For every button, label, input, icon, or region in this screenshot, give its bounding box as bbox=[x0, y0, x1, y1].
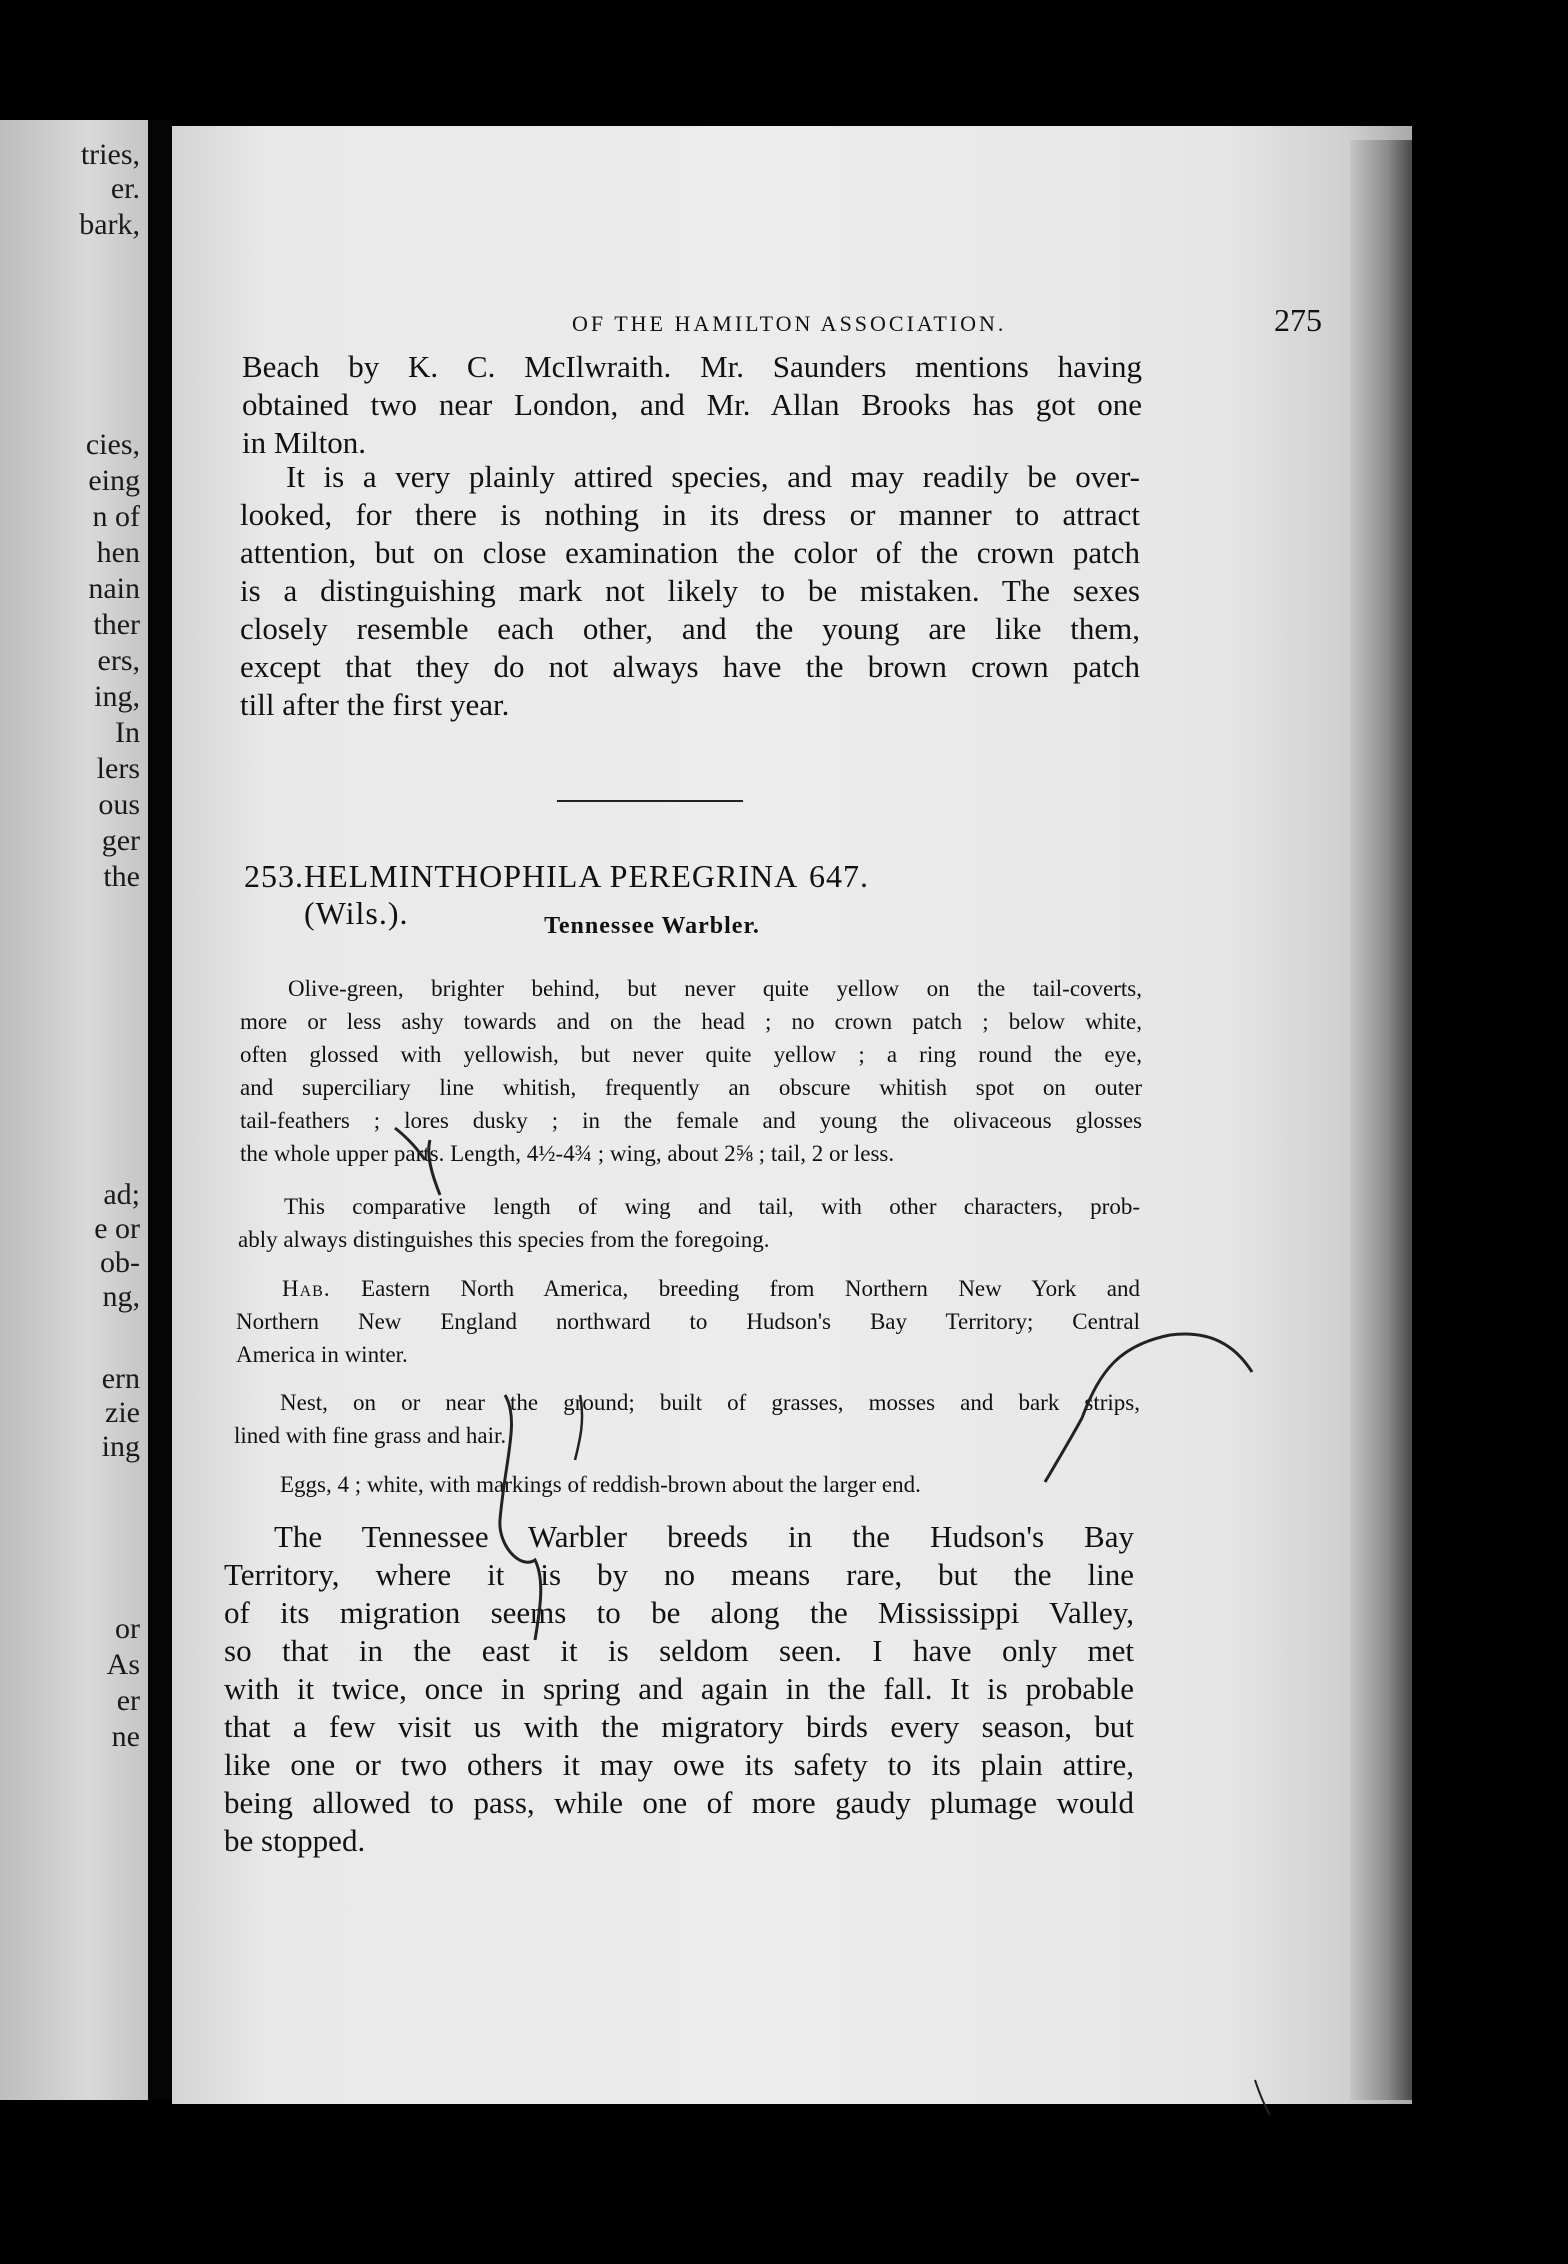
text-line: is a distinguishing mark not likely to be mistaken. The sexes bbox=[240, 573, 1140, 608]
text-line: being allowed to pass, while one of more gaudy plumage would bbox=[224, 1785, 1134, 1820]
left-page-fragment: the bbox=[103, 860, 140, 893]
left-page-fragment: ing, bbox=[94, 680, 140, 713]
text-line: This comparative length of wing and tail, with other characters, prob- bbox=[284, 1194, 1140, 1219]
species-common-name: Tennessee Warbler. bbox=[544, 913, 760, 939]
left-page-edge bbox=[0, 120, 148, 2100]
left-page-fragment: er. bbox=[110, 172, 140, 205]
left-page-fragment: tries, bbox=[80, 138, 140, 171]
habitat-label: Hab. bbox=[282, 1276, 331, 1301]
left-page-fragment: bark, bbox=[79, 208, 140, 241]
left-page-fragment: lers bbox=[96, 752, 140, 785]
text-line bbox=[236, 1272, 1140, 1305]
left-page-fragment: ger bbox=[101, 824, 140, 857]
left-page-fragment: ne bbox=[111, 1720, 140, 1753]
text-line: lined with fine grass and hair. bbox=[234, 1423, 507, 1448]
text-line: It is a very plainly attired species, and may readily be over- bbox=[286, 459, 1140, 494]
running-head bbox=[472, 302, 1322, 339]
left-page-fragment: ers, bbox=[97, 644, 140, 677]
left-page-fragment: ng, bbox=[102, 1280, 140, 1313]
running-head-title: OF THE HAMILTON ASSOCIATION. bbox=[572, 311, 1007, 336]
species-number: 253. bbox=[244, 858, 304, 894]
text-line: more or less ashy towards and on the head ; no crown patch ; below white, bbox=[240, 1009, 1142, 1034]
left-page-fragment: cies, bbox=[85, 428, 140, 461]
description-paragraph bbox=[240, 972, 1142, 1170]
left-page-fragment: As bbox=[106, 1648, 140, 1681]
left-page-fragment: n of bbox=[92, 500, 140, 533]
text-line: America in winter. bbox=[236, 1342, 408, 1367]
left-page-fragment: ther bbox=[93, 608, 140, 641]
text-line: like one or two others it may owe its safety to its plain attire, bbox=[224, 1747, 1134, 1782]
comparative-paragraph bbox=[238, 1190, 1140, 1256]
habitat-paragraph bbox=[236, 1272, 1140, 1371]
text-line: so that in the east it is seldom seen. I have only met bbox=[224, 1633, 1134, 1668]
habitat-text: Eastern North America, breeding from Northern New York and bbox=[361, 1276, 1141, 1301]
left-page-fragment: e or bbox=[94, 1212, 140, 1245]
left-page-fragment: zie bbox=[105, 1396, 140, 1429]
text-line: with it twice, once in spring and again in the fall. It is probable bbox=[224, 1671, 1134, 1706]
book-gutter bbox=[148, 120, 172, 2100]
text-line: Nest, on or near the ground; built of grasses, mosses and bark strips, bbox=[280, 1390, 1140, 1415]
text-line: in Milton. bbox=[242, 425, 367, 460]
text-line: be stopped. bbox=[224, 1823, 366, 1858]
section-divider bbox=[557, 800, 743, 802]
text-line: Territory, where it is by no means rare, but the line bbox=[224, 1557, 1134, 1592]
text-line: Olive-green, brighter behind, but never quite yellow on the tail-coverts, bbox=[288, 976, 1142, 1001]
left-page-fragment: or bbox=[115, 1612, 140, 1645]
closing-paragraph bbox=[224, 1518, 1134, 1860]
left-page-fragment: hen bbox=[96, 536, 140, 569]
text-line: except that they do not always have the brown crown patch bbox=[240, 649, 1140, 684]
text-line: Northern New England northward to Hudson's Bay Territory; Central bbox=[236, 1309, 1140, 1334]
text-line: obtained two near London, and Mr. Allan Brooks has got one bbox=[242, 387, 1142, 422]
plumage-paragraph bbox=[240, 458, 1140, 724]
left-page-fragment: eing bbox=[88, 464, 140, 497]
left-page-fragment: ern bbox=[101, 1362, 140, 1395]
nest-paragraph bbox=[234, 1386, 1140, 1452]
book-page bbox=[172, 126, 1412, 2104]
text-line: of its migration seems to be along the Mississippi Valley, bbox=[224, 1595, 1134, 1630]
text-line: the whole upper parts. Length, 4½-4¾ ; wing, about 2⅝ ; tail, 2 or less. bbox=[240, 1141, 895, 1166]
left-page-fragment: ing bbox=[101, 1430, 140, 1463]
page-number: 275 bbox=[1274, 302, 1322, 338]
species-code: 647. bbox=[809, 858, 869, 894]
left-page-fragment: nain bbox=[88, 572, 140, 605]
page-stack-edge bbox=[1350, 140, 1412, 2100]
text-line: often glossed with yellowish, but never quite yellow ; a ring round the eye, bbox=[240, 1042, 1142, 1067]
left-page-fragment: ad; bbox=[103, 1178, 140, 1211]
text-line: till after the first year. bbox=[240, 687, 510, 722]
species-scientific-name: HELMINTHOPHILA PEREGRINA (Wils.). bbox=[304, 858, 797, 931]
left-page-fragment: ob- bbox=[100, 1246, 140, 1279]
text-line: Eggs, 4 ; white, with markings of reddish-brown about the larger end. bbox=[280, 1472, 921, 1497]
text-line: ably always distinguishes this species from the foregoing. bbox=[238, 1227, 770, 1252]
text-line: and superciliary line whitish, frequently an obscure whitish spot on outer bbox=[240, 1075, 1142, 1100]
left-page-fragment: ous bbox=[98, 788, 140, 821]
left-page-fragment: In bbox=[115, 716, 140, 749]
text-line: Beach by K. C. McIlwraith. Mr. Saunders mentions having bbox=[242, 349, 1142, 384]
intro-paragraph bbox=[242, 348, 1142, 462]
eggs-paragraph bbox=[234, 1468, 1140, 1501]
text-line: tail-feathers ; lores dusky ; in the female and young the olivaceous glosses bbox=[240, 1108, 1142, 1133]
text-line: closely resemble each other, and the young are like them, bbox=[240, 611, 1140, 646]
text-line: attention, but on close examination the color of the crown patch bbox=[240, 535, 1140, 570]
text-line: looked, for there is nothing in its dress or manner to attract bbox=[240, 497, 1140, 532]
text-line: The Tennessee Warbler breeds in the Hudson's Bay bbox=[274, 1519, 1134, 1554]
text-line: that a few visit us with the migratory birds every season, but bbox=[224, 1709, 1134, 1744]
left-page-fragment: er bbox=[116, 1684, 140, 1717]
